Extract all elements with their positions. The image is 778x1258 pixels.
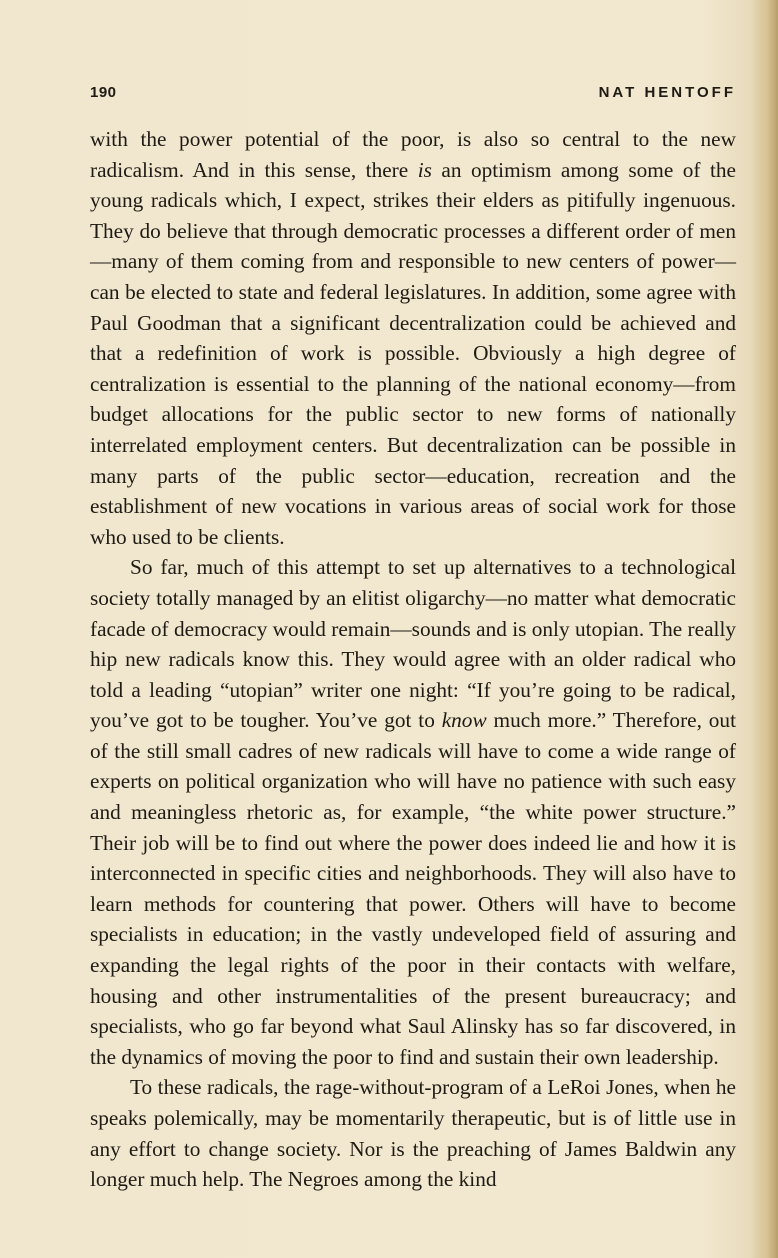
emphasis: know [441, 708, 487, 733]
emphasis: is [417, 157, 432, 182]
page-edge-shadow [752, 0, 778, 1258]
text-run: with the power potential of the poor, is also so central to the new radicalism. And in this sense, there [90, 127, 736, 182]
paragraph [90, 1072, 736, 1194]
paragraph [90, 552, 736, 1072]
text-run: To these radicals, the rage-without-program of a LeRoi Jones, when he speaks polemically, may be momentarily therapeutic, but is of little use in any effort to change society. Nor is the preaching of James Baldwin any longer much help. The Negroes among the kind [90, 1075, 736, 1192]
running-head: NAT HENTOFF [598, 84, 736, 101]
page-header [90, 84, 736, 108]
body-text [90, 124, 736, 1195]
text-run: So far, much of this attempt to set up alternatives to a technological society totally managed by an elitist oligarchy—no matter what democratic facade of democracy would remain—sounds and is only utopian. The really hip new radicals know this. They would agree with an older radical who told a leading “utopian” writer one night: “If you’re going to be radical, you’ve got to be tougher. You’ve got to [90, 555, 737, 733]
page-number: 190 [90, 84, 117, 101]
text-run: much more.” Therefore, out of the still small cadres of new radicals will have to come a wide range of experts on political organization who will have no patience with such easy and meaningless rhetoric as, for example, “the white power structure.” Their job will be to find out where the power does indeed lie and how it is interconnected in specific cities and neighborhoods. They will also have to learn methods for countering that power. Others will have to become specialists in education; in the vastly undeveloped field of assuring and expanding the legal rights of the poor in their contacts with welfare, housing and other instrumentalities of the present bureaucracy; and specialists, who go far beyond what Saul Alinsky has so far discovered, in the dynamics of moving the poor to find and sustain their own leadership. [90, 708, 736, 1069]
text-run: an optimism among some of the young radicals which, I expect, strikes their elders as pitifully ingenuous. They do believe that through democratic processes a different order of men—many of them coming from and responsible to new centers of power—can be elected to state and federal legislatures. In addition, some agree with Paul Goodman that a significant decentralization could be achieved and that a redefinition of work is possible. Obviously a high degree of centralization is essential to the planning of the national economy—from budget allocations for the public sector to new forms of nationally interrelated employment centers. But decentralization can be possible in many parts of the public sector—education, recreation and the establishment of new vocations in various areas of social work for those who used to be clients. [90, 157, 736, 549]
paragraph [90, 124, 736, 552]
